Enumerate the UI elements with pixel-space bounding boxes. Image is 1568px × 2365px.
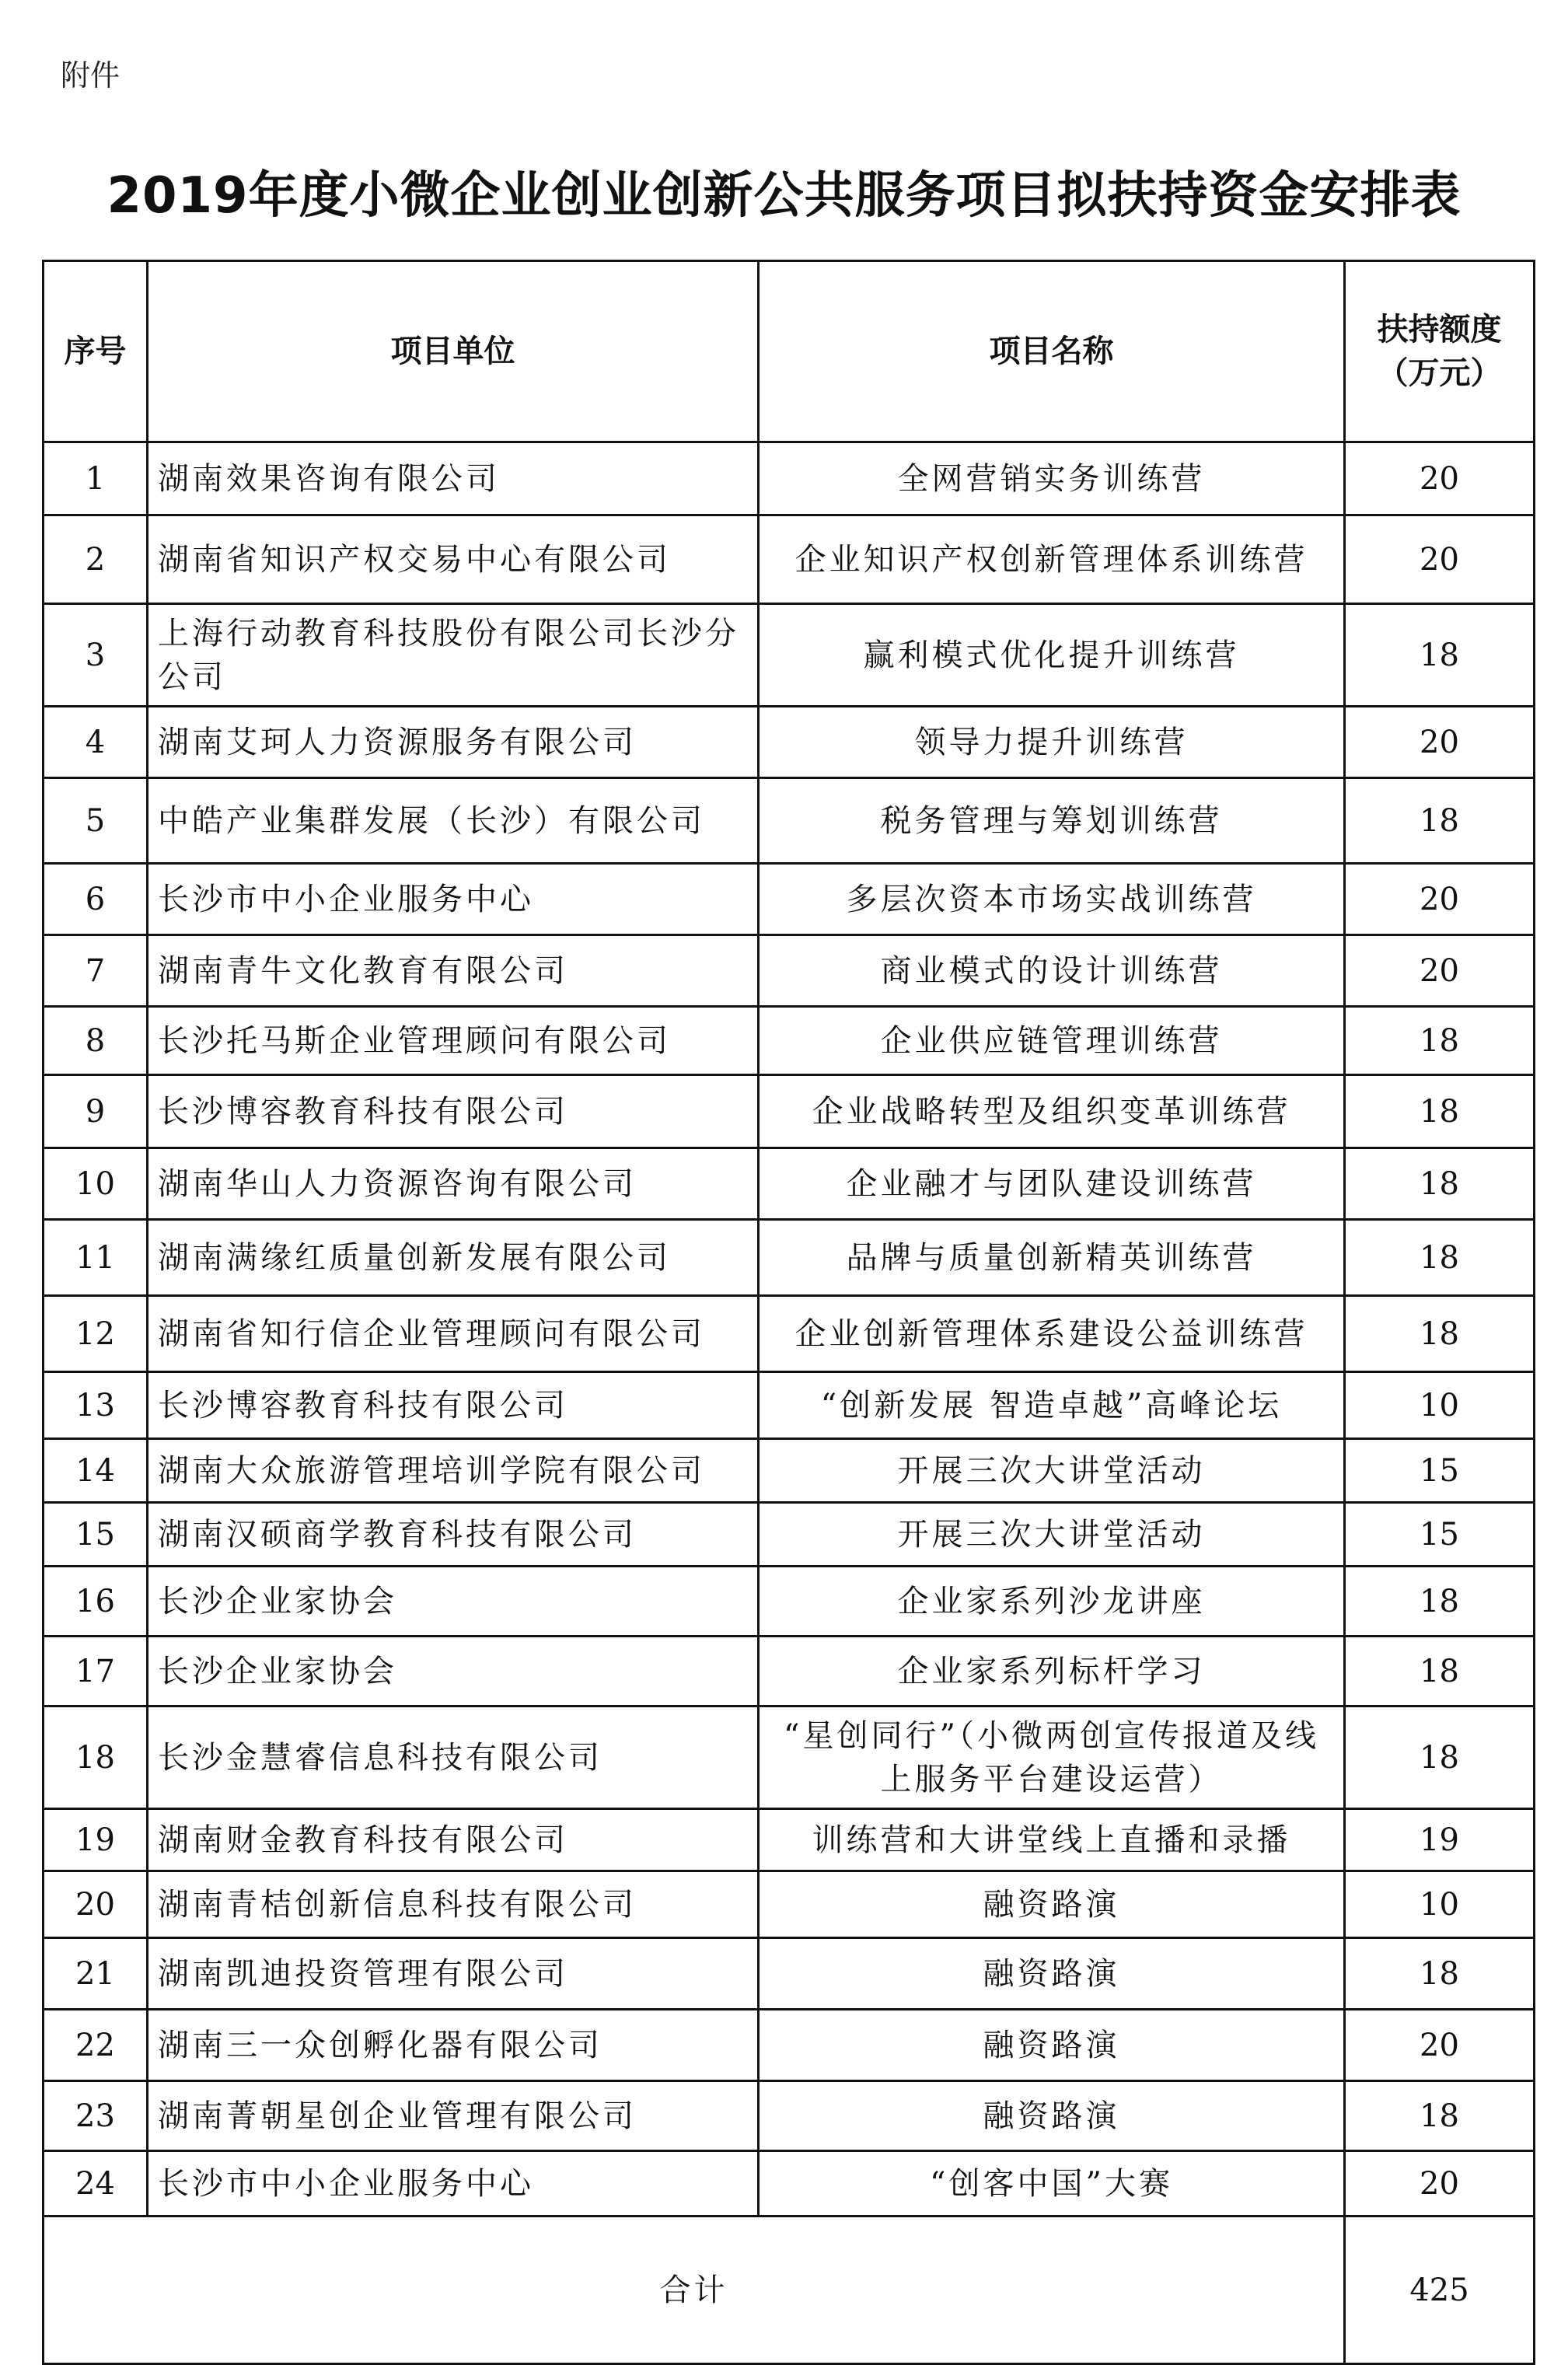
row-unit: 湖南省知识产权交易中心有限公司 — [148, 515, 759, 604]
table-row — [44, 1439, 1535, 1503]
row-project: 企业家系列沙龙讲座 — [759, 1567, 1345, 1637]
row-unit: 湖南菁朝星创企业管理有限公司 — [148, 2081, 759, 2151]
table-row — [44, 1007, 1535, 1075]
row-project: 全网营销实务训练营 — [759, 442, 1345, 515]
row-seq: 21 — [44, 1938, 148, 2010]
row-amount: 20 — [1345, 2151, 1535, 2217]
table-row — [44, 864, 1535, 935]
header-amount-line2: （万元） — [1377, 355, 1502, 391]
table-row — [44, 1148, 1535, 1220]
table-row — [44, 2151, 1535, 2217]
header-seq: 序号 — [44, 261, 148, 442]
row-project: 多层次资本市场实战训练营 — [759, 864, 1345, 935]
row-seq: 22 — [44, 2010, 148, 2081]
row-amount: 20 — [1345, 442, 1535, 515]
row-seq: 8 — [44, 1007, 148, 1075]
row-amount: 19 — [1345, 1809, 1535, 1871]
table-row — [44, 515, 1535, 604]
row-project: “创新发展 智造卓越”高峰论坛 — [759, 1372, 1345, 1439]
row-project: 商业模式的设计训练营 — [759, 935, 1345, 1007]
row-amount: 20 — [1345, 515, 1535, 604]
row-amount: 18 — [1345, 1637, 1535, 1707]
total-row — [44, 2217, 1535, 2364]
table-row — [44, 1938, 1535, 2010]
total-amount: 425 — [1345, 2217, 1535, 2364]
row-amount: 18 — [1345, 1075, 1535, 1148]
row-project: 融资路演 — [759, 2081, 1345, 2151]
row-unit: 长沙企业家协会 — [148, 1567, 759, 1637]
header-amount — [1345, 261, 1535, 442]
row-unit: 湖南省知行信企业管理顾问有限公司 — [148, 1296, 759, 1372]
row-seq: 17 — [44, 1637, 148, 1707]
row-seq: 19 — [44, 1809, 148, 1871]
row-seq: 18 — [44, 1707, 148, 1809]
row-unit: 湖南效果咨询有限公司 — [148, 442, 759, 515]
table-row — [44, 935, 1535, 1007]
table-row — [44, 1707, 1535, 1809]
row-seq: 7 — [44, 935, 148, 1007]
table-row — [44, 707, 1535, 778]
header-row — [44, 261, 1535, 442]
row-unit: 上海行动教育科技股份有限公司长沙分公司 — [148, 604, 759, 707]
row-amount: 20 — [1345, 864, 1535, 935]
row-amount: 18 — [1345, 1938, 1535, 2010]
row-unit: 湖南青桔创新信息科技有限公司 — [148, 1871, 759, 1938]
table-row — [44, 604, 1535, 707]
row-unit: 长沙市中小企业服务中心 — [148, 864, 759, 935]
row-project: 开展三次大讲堂活动 — [759, 1439, 1345, 1503]
table-row — [44, 442, 1535, 515]
row-unit: 湖南三一众创孵化器有限公司 — [148, 2010, 759, 2081]
funding-table — [42, 260, 1535, 2365]
row-project: 税务管理与筹划训练营 — [759, 778, 1345, 864]
row-seq: 11 — [44, 1220, 148, 1296]
row-project: 赢利模式优化提升训练营 — [759, 604, 1345, 707]
row-unit: 长沙企业家协会 — [148, 1637, 759, 1707]
row-amount: 18 — [1345, 1007, 1535, 1075]
row-seq: 5 — [44, 778, 148, 864]
row-project: “创客中国”大赛 — [759, 2151, 1345, 2217]
row-unit: 湖南青牛文化教育有限公司 — [148, 935, 759, 1007]
row-amount: 20 — [1345, 707, 1535, 778]
row-project: 企业战略转型及组织变革训练营 — [759, 1075, 1345, 1148]
row-amount: 10 — [1345, 1871, 1535, 1938]
row-unit: 长沙市中小企业服务中心 — [148, 2151, 759, 2217]
table-row — [44, 1220, 1535, 1296]
row-seq: 13 — [44, 1372, 148, 1439]
row-seq: 4 — [44, 707, 148, 778]
row-seq: 10 — [44, 1148, 148, 1220]
table-row — [44, 778, 1535, 864]
row-amount: 18 — [1345, 1220, 1535, 1296]
row-project: 训练营和大讲堂线上直播和录播 — [759, 1809, 1345, 1871]
row-project: 企业供应链管理训练营 — [759, 1007, 1345, 1075]
row-amount: 10 — [1345, 1372, 1535, 1439]
attachment-label: 附件 — [61, 58, 120, 93]
row-amount: 18 — [1345, 1148, 1535, 1220]
table-row — [44, 1809, 1535, 1871]
row-seq: 2 — [44, 515, 148, 604]
row-project: 开展三次大讲堂活动 — [759, 1503, 1345, 1567]
row-seq: 9 — [44, 1075, 148, 1148]
row-seq: 16 — [44, 1567, 148, 1637]
row-seq: 24 — [44, 2151, 148, 2217]
table-row — [44, 1567, 1535, 1637]
row-amount: 20 — [1345, 2010, 1535, 2081]
row-seq: 6 — [44, 864, 148, 935]
row-seq: 23 — [44, 2081, 148, 2151]
document-title: 2019年度小微企业创业创新公共服务项目拟扶持资金安排表 — [107, 167, 1461, 225]
total-label: 合计 — [44, 2217, 1345, 2364]
table-row — [44, 1372, 1535, 1439]
header-unit: 项目单位 — [148, 261, 759, 442]
row-seq: 3 — [44, 604, 148, 707]
row-unit: 湖南财金教育科技有限公司 — [148, 1809, 759, 1871]
row-project: 品牌与质量创新精英训练营 — [759, 1220, 1345, 1296]
row-project: 企业家系列标杆学习 — [759, 1637, 1345, 1707]
row-unit: 长沙博容教育科技有限公司 — [148, 1075, 759, 1148]
table-row — [44, 2081, 1535, 2151]
row-amount: 15 — [1345, 1503, 1535, 1567]
row-project: 融资路演 — [759, 1871, 1345, 1938]
header-project: 项目名称 — [759, 261, 1345, 442]
row-project: 领导力提升训练营 — [759, 707, 1345, 778]
row-unit: 湖南满缘红质量创新发展有限公司 — [148, 1220, 759, 1296]
row-amount: 18 — [1345, 2081, 1535, 2151]
table-row — [44, 1075, 1535, 1148]
table-row — [44, 1637, 1535, 1707]
row-seq: 1 — [44, 442, 148, 515]
row-unit: 中皓产业集群发展（长沙）有限公司 — [148, 778, 759, 864]
row-unit: 湖南大众旅游管理培训学院有限公司 — [148, 1439, 759, 1503]
row-unit: 湖南艾珂人力资源服务有限公司 — [148, 707, 759, 778]
table-row — [44, 1296, 1535, 1372]
row-project: 融资路演 — [759, 2010, 1345, 2081]
header-amount-line1: 扶持额度 — [1377, 312, 1502, 348]
row-amount: 18 — [1345, 1567, 1535, 1637]
row-project: 企业创新管理体系建设公益训练营 — [759, 1296, 1345, 1372]
row-project: 融资路演 — [759, 1938, 1345, 2010]
row-seq: 15 — [44, 1503, 148, 1567]
row-amount: 18 — [1345, 778, 1535, 864]
row-seq: 12 — [44, 1296, 148, 1372]
row-unit: 长沙托马斯企业管理顾问有限公司 — [148, 1007, 759, 1075]
row-project: 企业知识产权创新管理体系训练营 — [759, 515, 1345, 604]
row-amount: 15 — [1345, 1439, 1535, 1503]
row-amount: 20 — [1345, 935, 1535, 1007]
table-row — [44, 1503, 1535, 1567]
row-unit: 长沙博容教育科技有限公司 — [148, 1372, 759, 1439]
row-unit: 湖南汉硕商学教育科技有限公司 — [148, 1503, 759, 1567]
row-unit: 湖南华山人力资源咨询有限公司 — [148, 1148, 759, 1220]
table-row — [44, 1871, 1535, 1938]
row-seq: 20 — [44, 1871, 148, 1938]
row-project: “星创同行”（小微两创宣传报道及线上服务平台建设运营） — [759, 1707, 1345, 1809]
row-unit: 湖南凯迪投资管理有限公司 — [148, 1938, 759, 2010]
row-amount: 18 — [1345, 1296, 1535, 1372]
row-seq: 14 — [44, 1439, 148, 1503]
row-amount: 18 — [1345, 604, 1535, 707]
row-unit: 长沙金慧睿信息科技有限公司 — [148, 1707, 759, 1809]
row-amount: 18 — [1345, 1707, 1535, 1809]
table-row — [44, 2010, 1535, 2081]
row-project: 企业融才与团队建设训练营 — [759, 1148, 1345, 1220]
